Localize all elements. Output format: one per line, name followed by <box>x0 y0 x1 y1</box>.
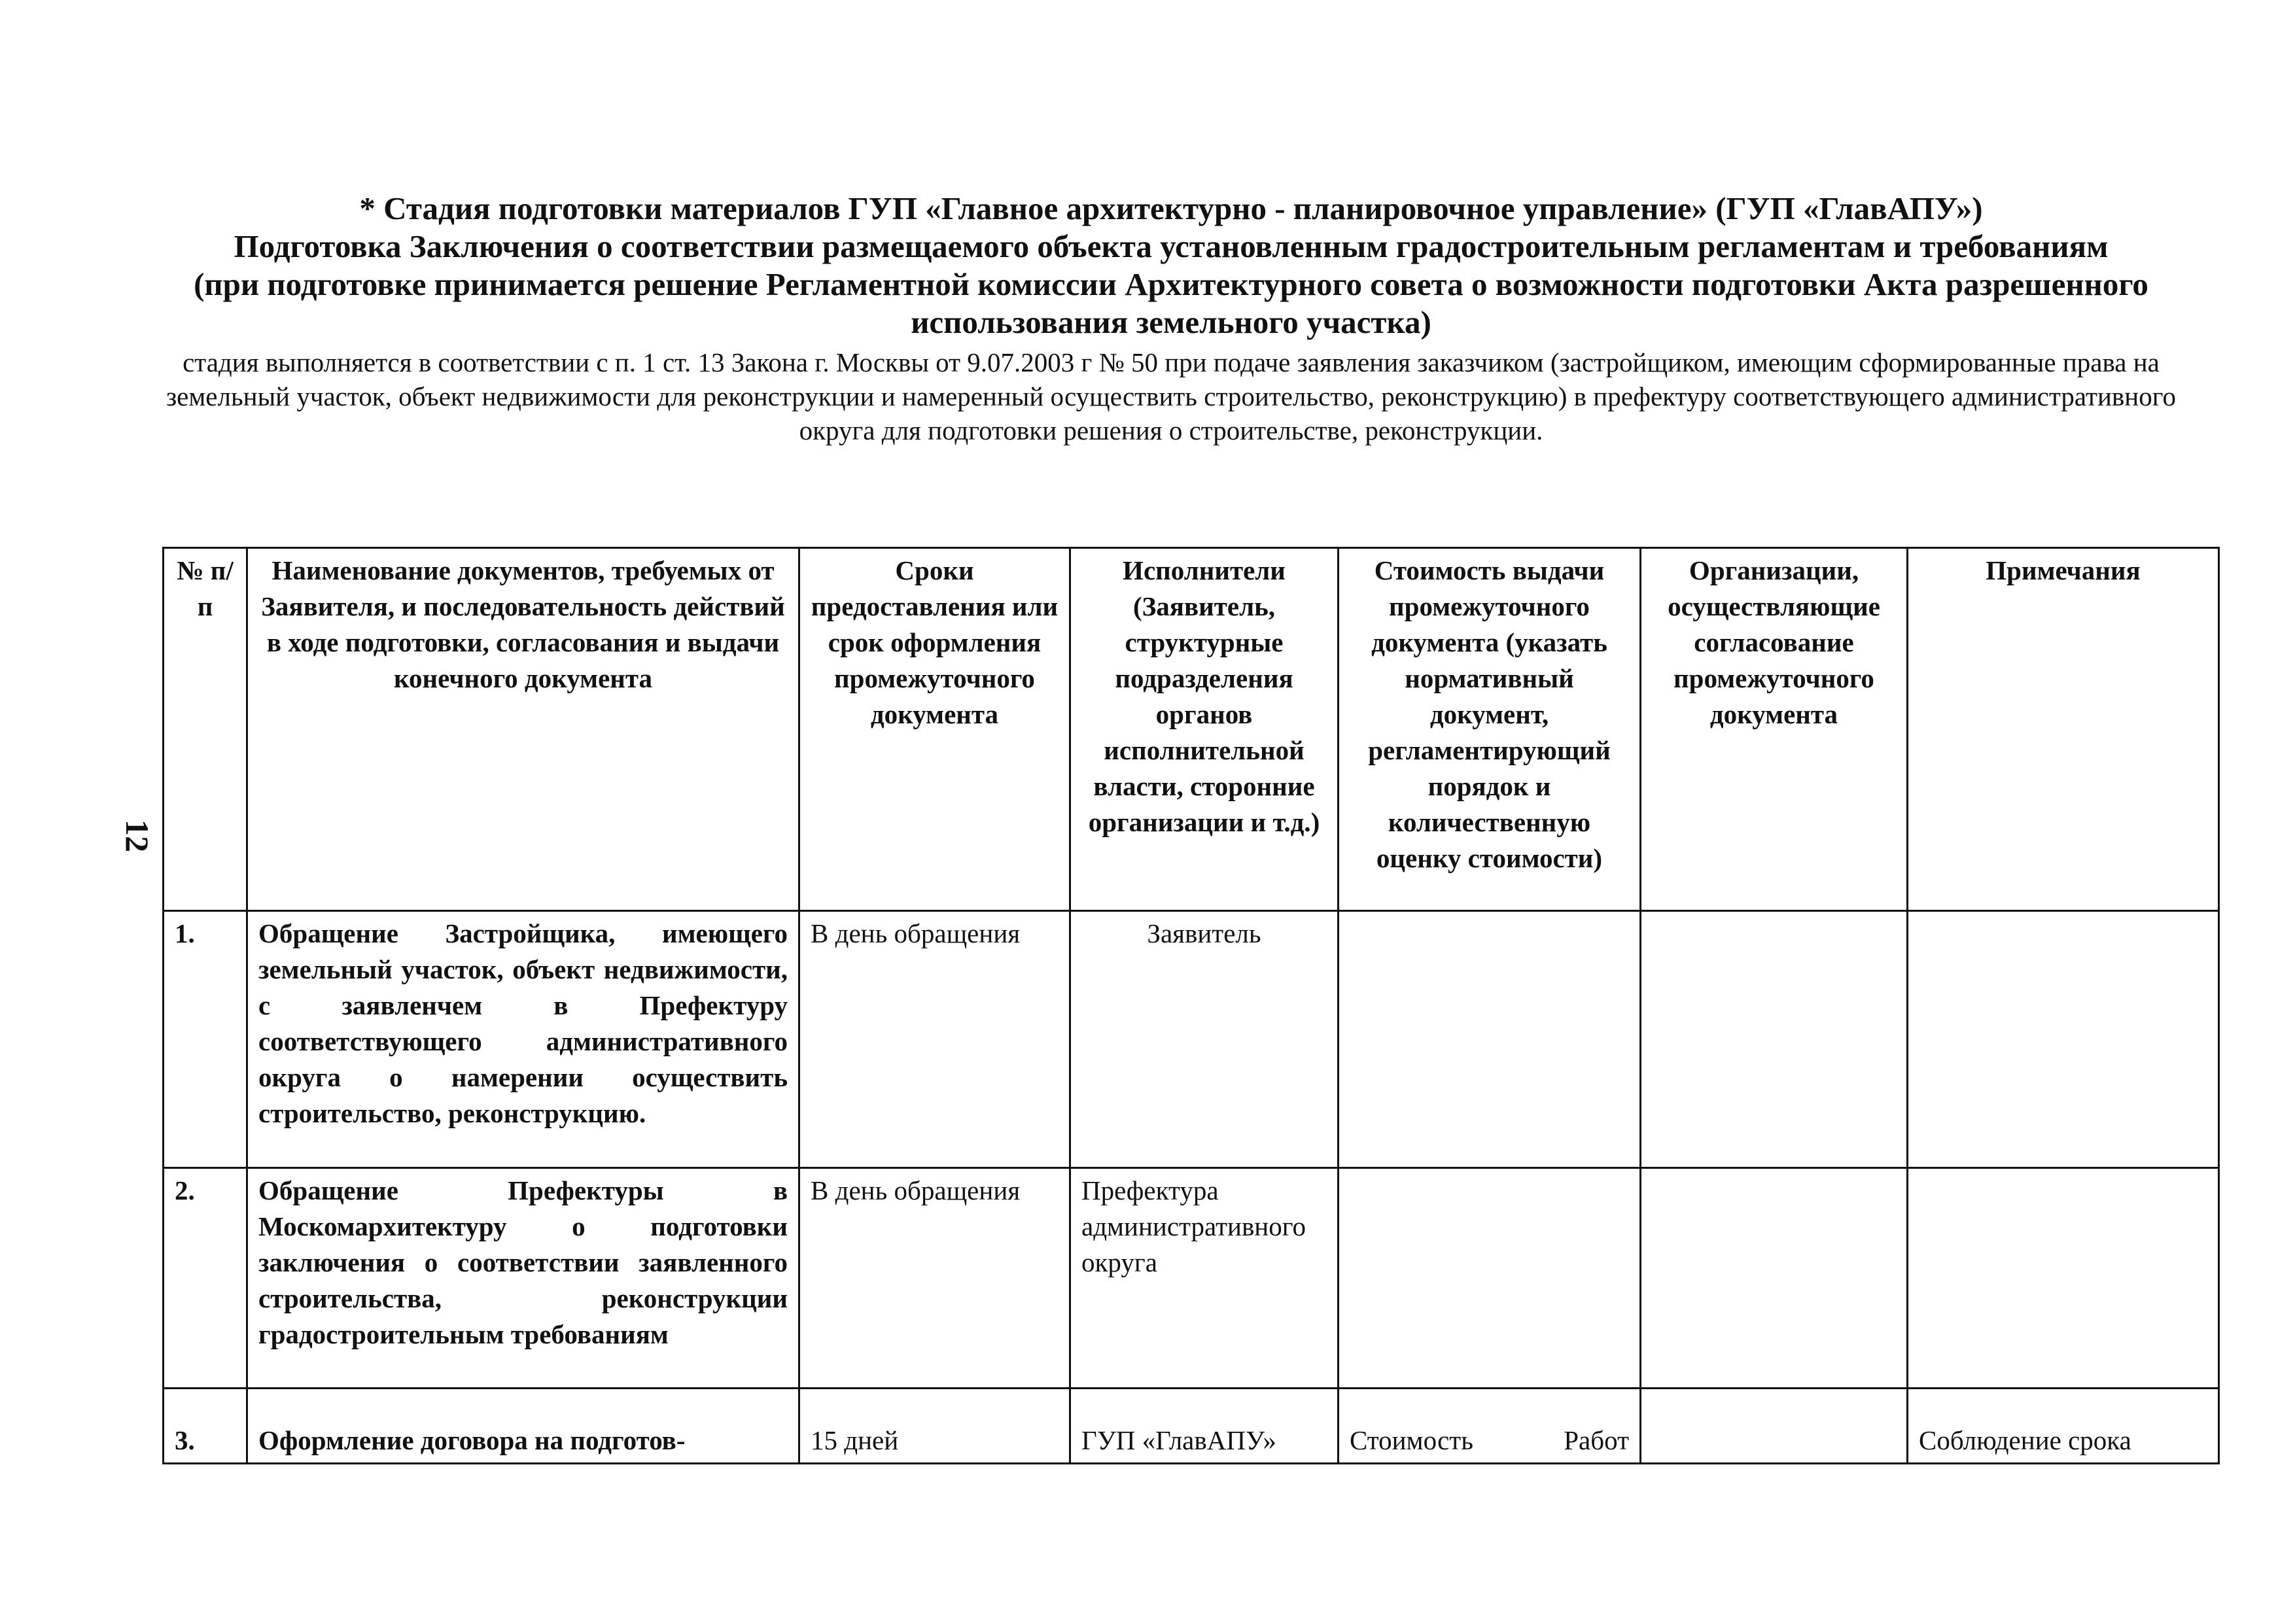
row-notes <box>1908 1168 2219 1389</box>
row-cost <box>1339 1389 1641 1464</box>
title-line-3: (при подготовке принимается решение Регламентной комиссии Архитектурного совета о возможности подготовки Акта разрешенного использования земельного участка) <box>194 266 2148 340</box>
table-header-row <box>164 548 2219 911</box>
table-row <box>164 911 2219 1168</box>
row-cost <box>1339 1168 1641 1389</box>
row-term: В день обращения <box>799 1168 1070 1389</box>
row-notes: Соблюдение срока <box>1908 1389 2219 1464</box>
header-organizations: Организации, осуществляющие согласование промежуточного документа <box>1641 548 1908 911</box>
header-terms: Сроки предоставления или срок оформления промежуточного документа <box>799 548 1070 911</box>
row-executor: Заявитель <box>1070 911 1339 1168</box>
row-term: 15 дней <box>799 1389 1070 1464</box>
row-term: В день обращения <box>799 911 1070 1168</box>
row-executor: ГУП «ГлавАПУ» <box>1070 1389 1339 1464</box>
row-organizations <box>1641 911 1908 1168</box>
row-organizations <box>1641 1168 1908 1389</box>
header-documents: Наименование документов, требуемых от Заявителя, и последовательность действий в ходе подготовки, согласования и выдачи конечного документа <box>247 548 799 911</box>
header-executors: Исполнители (Заявитель, структурные подразделения органов исполнительной власти, сторонние организации и т.д.) <box>1070 548 1339 911</box>
row-number: 3. <box>164 1389 247 1464</box>
table-row <box>164 1389 2219 1464</box>
row-executor: Префектура административного округа <box>1070 1168 1339 1389</box>
row-cost-word: Стоимость <box>1350 1425 1473 1455</box>
header-number: № п/п <box>164 548 247 911</box>
header-cost: Стоимость выдачи промежуточного документа (указать нормативный документ, регламентирующий порядок и количественную оценку стоимости) <box>1339 548 1641 911</box>
row-cost-word-2: Работ <box>1564 1425 1629 1455</box>
row-action: Обращение Застройщика, имеющего земельный участок, объект недвижимости, с заявленчем в Префектуру соответствующего административного округа о намерении осуществить строительство, реконструкцию. <box>247 911 799 1168</box>
title-line-1: * Стадия подготовки материалов ГУП «Главное архитектурно - планировочное управление» (ГУП «ГлавАПУ») <box>359 190 1983 226</box>
title-block <box>164 190 2179 447</box>
title-line-2: Подготовка Заключения о соответствии размещаемого объекта установленным градостроительным регламентам и требованиям <box>234 228 2109 264</box>
row-organizations <box>1641 1389 1908 1464</box>
title-subtitle: стадия выполняется в соответствии с п. 1 ст. 13 Закона г. Москвы от 9.07.2003 г № 50 при подаче заявления заказчиком (застройщиком, имеющим сформированные права на земельный участок, объект недвижимости для реконструкции и намеренный осуществить строительство, реконструкцию) в префектуру соответствующего административного округа для подготовки решения о строительстве, реконструкции. <box>166 347 2177 445</box>
row-action: Оформление договора на подготов- <box>247 1389 799 1464</box>
row-number: 1. <box>164 911 247 1168</box>
procedure-table <box>162 547 2220 1464</box>
row-cost <box>1339 911 1641 1168</box>
page-number: 12 <box>119 820 156 852</box>
row-notes <box>1908 911 2219 1168</box>
row-number: 2. <box>164 1168 247 1389</box>
row-action: Обращение Префектуры в Москомархитектуру о подготовки заключения о соответствии заявленного строительства, реконструкции градостроительным требованиям <box>247 1168 799 1389</box>
header-notes: Примечания <box>1908 548 2219 911</box>
table-row <box>164 1168 2219 1389</box>
